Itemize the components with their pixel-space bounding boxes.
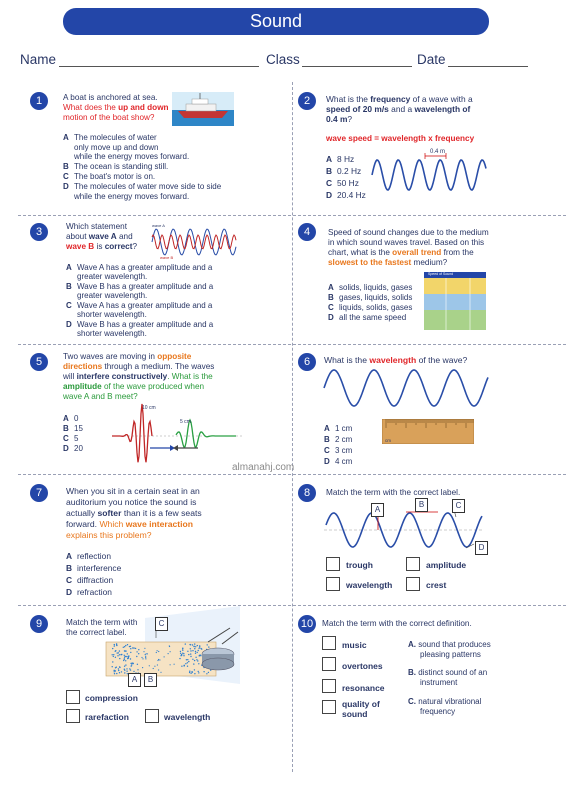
row-divider-1 [18,215,566,216]
air-particle [125,656,126,657]
air-particle [131,663,132,664]
q2-option-a[interactable]: A 8 Hz [326,154,355,164]
q10-prompt: Match the term with the correct definition. [322,619,472,628]
air-particle [125,645,126,646]
air-particle [131,665,132,666]
air-particle [197,652,198,653]
q3-wave-b-label: wave B [160,255,174,260]
q9-box-compression[interactable] [66,690,80,704]
air-particle [157,660,158,661]
air-particle [187,651,188,652]
q4-option-a[interactable]: A solids, liquids, gases [328,283,413,292]
air-particle [142,658,143,659]
air-particle [130,669,131,670]
air-particle [170,651,171,652]
q5-amp-label-1: 10 cm [142,405,156,411]
air-particle [153,668,154,669]
q8-label-c: C [452,499,465,513]
q9-compression-diagram [100,606,240,684]
air-particle [112,661,113,662]
air-particle [192,644,193,645]
q4-option-c[interactable]: C liquids, solids, gases [328,303,413,312]
air-particle [198,648,199,649]
q3-option-c-line2: shorter wavelength. [77,310,147,319]
air-particle [118,670,119,671]
air-particle [142,667,143,668]
air-particle [147,653,148,654]
air-particle [133,647,134,648]
date-line[interactable] [448,66,528,67]
air-particle [116,673,117,674]
q9-label-c: C [155,617,168,631]
air-particle [113,656,114,657]
q1-prompt: A boat is anchored at sea. What does the up and down motion of the boat show? [63,93,169,122]
q9-term-rarefaction: rarefaction [85,712,129,722]
air-particle [145,658,146,659]
air-particle [127,653,128,654]
air-particle [124,670,125,671]
air-particle [196,659,197,660]
q8-label-d: D [475,541,488,555]
air-particle [114,644,115,645]
air-particle [170,664,171,665]
question-number-7: 7 [30,484,48,502]
air-particle [145,657,146,658]
q1-option-b[interactable]: B The ocean is standing still. [63,162,169,171]
air-particle [145,654,146,655]
air-particle [112,654,113,655]
q3-prompt: Which statement about wave A and wave B is correct? [66,222,138,251]
air-particle [188,654,189,655]
speed-table-title: Speed of Sound [428,272,454,276]
air-particle [194,648,195,649]
date-label: Date [417,52,446,67]
air-particle [114,670,115,671]
row-divider-3 [18,474,566,475]
air-particle [180,651,181,652]
watermark: almanahj.com [232,462,295,473]
air-particle [136,656,137,657]
question-number-4: 4 [298,223,316,241]
q2-formula: wave speed = wavelength x frequency [326,134,475,143]
question-number-1: 1 [30,92,48,110]
q9-box-wavelength[interactable] [145,709,159,723]
q4-prompt: Speed of sound changes due to the medium in which sound waves travel. Based on this chart, what is the overall trend from the slowest to the fastest medium? [328,228,489,267]
air-particle [164,656,165,657]
air-particle [130,648,131,649]
q4-option-d[interactable]: D all the same speed [328,313,407,322]
air-particle [115,670,116,671]
q1-option-a-line2: only move up and down [74,143,159,152]
q8-term-amplitude: amplitude [426,560,467,570]
air-particle [181,666,182,667]
air-particle [124,655,125,656]
q9-label-b: B [144,673,157,687]
air-particle [126,668,127,669]
q9-term-wavelength: wavelength [164,712,211,722]
q10-box-resonance[interactable] [322,679,336,693]
q6-option-d[interactable]: D 4 cm [324,457,353,466]
q2-prompt: What is the frequency of a wave with a speed of 20 m/s and a wavelength of 0.4 m? [326,94,473,124]
q6-prompt: What is the wavelength of the wave? [324,355,468,365]
speed-of-sound-table [424,272,486,330]
air-particle [193,663,194,664]
q8-term-trough: trough [346,560,373,570]
air-particle [198,672,199,673]
q10-term-quality-of-sound: quality of sound [342,699,380,719]
q6-wave-diagram [322,366,490,416]
q7-prompt: When you sit in a certain seat in an auditorium you notice the sound is actually softer than it is a few seats forward. Which wave interaction explains this problem? [66,486,202,540]
air-particle [159,659,160,660]
air-particle [132,647,133,648]
air-particle [114,673,115,674]
air-particle [168,653,169,654]
air-particle [160,672,161,673]
air-particle [113,654,114,655]
air-particle [124,666,125,667]
q8-box-amplitude[interactable] [406,557,420,571]
q6-option-c[interactable]: C 3 cm [324,446,353,455]
q2-option-c[interactable]: C 50 Hz [326,178,359,188]
page-title: Sound [63,8,489,35]
q9-prompt: Match the term with the correct label. [66,618,138,637]
q9-box-rarefaction[interactable] [66,709,80,723]
air-particle [115,650,116,651]
q3-option-d-line2: shorter wavelength. [77,329,147,338]
air-particle [197,660,198,661]
air-particle [136,651,137,652]
air-particle [137,664,138,665]
row-divider-2 [18,344,566,345]
air-particle [194,660,195,661]
q3-option-a[interactable]: A Wave A has a greater amplitude and a [66,263,213,272]
air-particle [182,648,183,649]
q8-wave-diagram [324,496,490,554]
air-particle [146,653,147,654]
air-particle [129,668,130,669]
air-particle [186,659,187,660]
q2-wave-diagram [370,148,488,194]
air-particle [138,649,139,650]
q3-option-b[interactable]: B Wave B has a greater amplitude and a [66,282,214,291]
q5-opposite-waves-diagram [112,400,242,464]
q7-option-b[interactable]: B interference [66,563,122,573]
q5-option-b[interactable]: B 15 [63,424,83,433]
class-label: Class [266,52,300,67]
q7-option-a[interactable]: A reflection [66,551,111,561]
air-particle [158,659,159,660]
boat-at-sea-image [172,92,234,126]
q8-box-crest[interactable] [406,577,420,591]
air-particle [195,646,196,647]
q1-option-a-line3: while the energy moves forward. [74,152,190,161]
air-particle [190,653,191,654]
q6-option-b[interactable]: B 2 cm [324,435,353,444]
air-particle [190,673,191,674]
q5-option-d[interactable]: D 20 [63,444,83,453]
air-particle [192,659,193,660]
air-particle [185,643,186,644]
air-particle [118,652,119,653]
air-particle [181,654,182,655]
air-particle [184,665,185,666]
air-particle [138,653,139,654]
q10-box-music[interactable] [322,636,336,650]
air-particle [191,671,192,672]
air-particle [156,652,157,653]
q1-option-d[interactable]: D The molecules of water move side to side [63,182,222,191]
question-number-6: 6 [298,353,316,371]
q10-term-overtones: overtones [342,661,383,671]
q7-option-d[interactable]: D refraction [66,587,112,597]
air-particle [119,658,120,659]
air-particle [192,650,193,651]
ruler-unit: cm [385,438,391,443]
air-particle [158,669,159,670]
q5-amp-label-2: 5 cm [180,419,191,425]
q1-option-a[interactable]: A The molecules of water [63,133,157,142]
air-particle [208,646,209,647]
air-particle [206,673,207,674]
air-particle [124,646,125,647]
question-number-2: 2 [298,92,316,110]
air-particle [198,671,199,672]
air-particle [188,661,189,662]
air-particle [174,664,175,665]
air-particle [189,671,190,672]
q4-option-b[interactable]: B gases, liquids, solids [328,293,413,302]
q8-prompt: Match the term with the correct label. [326,488,461,497]
air-particle [207,644,208,645]
air-particle [115,657,116,658]
air-particle [114,645,115,646]
question-number-3: 3 [30,223,48,241]
name-line[interactable] [59,66,259,67]
air-particle [157,664,158,665]
q10-box-quality-of-sound[interactable] [322,700,336,714]
air-particle [128,657,129,658]
q9-term-compression: compression [85,693,138,703]
air-particle [121,671,122,672]
air-particle [129,646,130,647]
air-particle [119,672,120,673]
air-particle [130,658,131,659]
air-particle [143,651,144,652]
air-particle [169,646,170,647]
air-particle [112,648,113,649]
question-number-8: 8 [298,484,316,502]
ruler-image [382,419,474,444]
air-particle [194,673,195,674]
air-particle [116,643,117,644]
name-label: Name [20,52,57,67]
air-particle [185,663,186,664]
air-particle [114,671,115,672]
air-particle [118,668,119,669]
q1-option-d-line2: while the energy moves forward. [74,192,190,201]
q10-box-overtones[interactable] [322,657,336,671]
air-particle [179,658,180,659]
air-particle [115,667,116,668]
q10-def-c: C. natural vibrational frequency [408,697,482,716]
q8-label-b: B [415,498,428,512]
air-particle [197,645,198,646]
air-particle [117,655,118,656]
q10-def-a: A. sound that produces pleasing patterns [408,640,491,659]
q3-option-a-line2: greater wavelength. [77,272,148,281]
air-particle [131,664,132,665]
q3-option-c[interactable]: C Wave A has a greater amplitude and a [66,301,213,310]
air-particle [124,672,125,673]
q1-option-c[interactable]: C The boat's motor is on. [63,172,156,181]
air-particle [200,654,201,655]
q8-label-a: A [371,503,384,517]
question-number-10: 10 [298,615,316,633]
air-particle [198,663,199,664]
air-particle [144,648,145,649]
air-particle [154,666,155,667]
air-particle [180,653,181,654]
q3-option-b-line2: greater wavelength. [77,291,148,300]
q9-label-a: A [128,673,141,687]
class-line[interactable] [302,66,412,67]
air-particle [187,662,188,663]
air-particle [125,650,126,651]
air-particle [137,669,138,670]
air-particle [190,656,191,657]
q5-option-c[interactable]: C 5 [63,434,79,443]
air-particle [157,650,158,651]
q5-option-a[interactable]: A 0 [63,414,79,423]
air-particle [127,644,128,645]
q6-option-a[interactable]: A 1 cm [324,424,353,433]
air-particle [190,650,191,651]
air-particle [145,656,146,657]
q10-term-resonance: resonance [342,683,385,693]
q8-term-crest: crest [426,580,447,590]
column-divider [292,82,293,772]
q8-box-trough[interactable] [326,557,340,571]
air-particle [190,648,191,649]
air-particle [199,645,200,646]
air-particle [203,671,204,672]
q10-def-b: B. distinct sound of an instrument [408,668,488,687]
air-particle [120,654,121,655]
q3-wave-a-label: wave A [152,223,165,228]
air-particle [195,657,196,658]
q7-option-c[interactable]: C diffraction [66,575,114,585]
air-particle [117,652,118,653]
air-particle [182,650,183,651]
air-particle [190,644,191,645]
air-particle [189,672,190,673]
air-particle [195,653,196,654]
air-particle [126,656,127,657]
air-particle [193,646,194,647]
air-particle [201,648,202,649]
air-particle [198,650,199,651]
air-particle [135,648,136,649]
air-particle [124,658,125,659]
q8-term-wavelength: wavelength [346,580,393,590]
question-number-5: 5 [30,353,48,371]
air-particle [183,655,184,656]
air-particle [208,672,209,673]
air-particle [141,657,142,658]
air-particle [133,671,134,672]
air-particle [158,651,159,652]
q2-option-b[interactable]: B 0.2 Hz [326,166,362,176]
air-particle [123,660,124,661]
air-particle [149,665,150,666]
q3-option-d[interactable]: D Wave B has a greater amplitude and a [66,320,214,329]
air-particle [194,669,195,670]
air-particle [112,666,113,667]
air-particle [187,666,188,667]
q2-option-d[interactable]: D 20.4 Hz [326,190,366,200]
q5-prompt: Two waves are moving in opposite directions through a medium. The waves will interfere constructively. What is the amplitude of the wave produced when wave A and B meet? [63,352,215,401]
air-particle [119,666,120,667]
question-number-9: 9 [30,615,48,633]
air-particle [123,647,124,648]
q8-box-wavelength[interactable] [326,577,340,591]
air-particle [195,651,196,652]
air-particle [130,652,131,653]
q2-measure-label: 0.4 m [430,149,446,155]
air-particle [125,660,126,661]
air-particle [119,654,120,655]
air-particle [183,653,184,654]
air-particle [187,659,188,660]
air-particle [126,671,127,672]
air-particle [119,650,120,651]
air-particle [194,643,195,644]
q10-term-music: music [342,640,367,650]
air-particle [125,664,126,665]
